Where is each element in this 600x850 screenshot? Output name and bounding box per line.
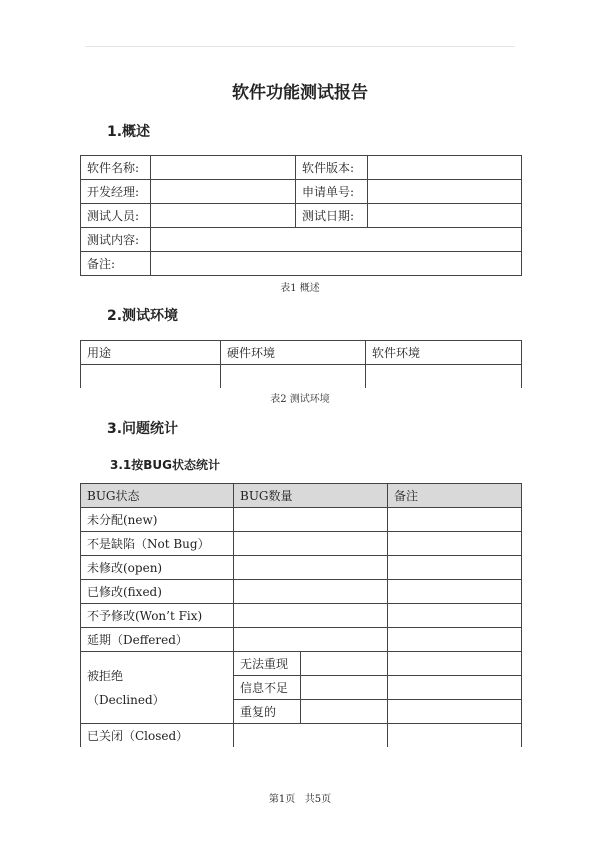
label-cell: 测试人员:	[81, 204, 151, 228]
status-cell: 未修改(open)	[81, 556, 234, 580]
page-title: 软件功能测试报告	[232, 83, 368, 103]
note-cell[interactable]	[388, 556, 522, 580]
note-cell[interactable]	[388, 508, 522, 532]
count-cell[interactable]	[234, 604, 388, 628]
value-cell[interactable]	[151, 204, 296, 228]
note-cell[interactable]	[388, 652, 522, 676]
table-row	[81, 604, 522, 628]
label-cell: 开发经理:	[81, 180, 151, 204]
subsection-heading: 3.1按BUG状态统计	[110, 458, 220, 472]
note-cell[interactable]	[388, 628, 522, 652]
note-cell[interactable]	[388, 676, 522, 700]
bug-status-table	[80, 483, 522, 747]
overview-table	[80, 155, 522, 276]
sub-status-cell: 无法重现	[234, 652, 301, 676]
section-environment-heading: 2.测试环境	[107, 308, 179, 324]
value-cell[interactable]	[151, 252, 522, 276]
table-row	[81, 228, 522, 252]
table-row	[81, 532, 522, 556]
value-cell[interactable]	[366, 365, 522, 389]
table-row	[81, 365, 522, 389]
label-cell: 软件版本:	[296, 156, 368, 180]
label-cell: 申请单号:	[296, 180, 368, 204]
count-cell[interactable]	[234, 724, 388, 748]
declined-label-en: （Declined）	[87, 692, 165, 707]
section-overview-heading: 1.概述	[107, 124, 151, 140]
header-cell: 用途	[81, 341, 221, 365]
section-stats-heading: 3.问题统计	[107, 421, 179, 437]
table-row	[81, 724, 522, 748]
table-row	[81, 204, 522, 228]
value-cell[interactable]	[81, 365, 221, 389]
table-row	[81, 580, 522, 604]
environment-table	[80, 340, 522, 388]
count-cell[interactable]	[301, 700, 388, 724]
header-divider	[85, 46, 515, 47]
header-cell: 硬件环境	[221, 341, 366, 365]
sub-status-cell: 信息不足	[234, 676, 301, 700]
label-cell: 测试日期:	[296, 204, 368, 228]
table-row	[81, 508, 522, 532]
note-cell[interactable]	[388, 532, 522, 556]
status-cell: 已修改(fixed)	[81, 580, 234, 604]
count-cell[interactable]	[301, 652, 388, 676]
value-cell[interactable]	[368, 156, 522, 180]
status-cell: 已关闭（Closed）	[81, 724, 234, 748]
value-cell[interactable]	[151, 180, 296, 204]
note-cell[interactable]	[388, 700, 522, 724]
table-row	[81, 180, 522, 204]
page-footer: 第1页 共5页	[268, 794, 332, 805]
declined-label: 被拒绝	[87, 668, 124, 683]
header-cell: 备注	[388, 484, 522, 508]
sub-status-cell: 重复的	[234, 700, 301, 724]
declined-status-cell	[81, 652, 234, 724]
note-cell[interactable]	[388, 724, 522, 748]
count-cell[interactable]	[301, 676, 388, 700]
header-cell: BUG数量	[234, 484, 388, 508]
table-row	[81, 556, 522, 580]
table-row	[81, 252, 522, 276]
table-caption: 表1 概述	[280, 283, 320, 294]
table-caption: 表2 测试环境	[270, 394, 330, 405]
count-cell[interactable]	[234, 508, 388, 532]
count-cell[interactable]	[234, 532, 388, 556]
value-cell[interactable]	[151, 228, 522, 252]
status-cell: 延期（Deffered）	[81, 628, 234, 652]
header-cell: BUG状态	[81, 484, 234, 508]
table-header-row	[81, 484, 522, 508]
label-cell: 测试内容:	[81, 228, 151, 252]
value-cell[interactable]	[368, 180, 522, 204]
header-cell: 软件环境	[366, 341, 522, 365]
note-cell[interactable]	[388, 580, 522, 604]
status-cell: 不是缺陷（Not Bug）	[81, 532, 234, 556]
note-cell[interactable]	[388, 604, 522, 628]
count-cell[interactable]	[234, 628, 388, 652]
status-cell: 未分配(new)	[81, 508, 234, 532]
value-cell[interactable]	[151, 156, 296, 180]
status-cell: 不予修改(Won’t Fix)	[81, 604, 234, 628]
table-header-row	[81, 341, 522, 365]
count-cell[interactable]	[234, 556, 388, 580]
value-cell[interactable]	[368, 204, 522, 228]
label-cell: 备注:	[81, 252, 151, 276]
table-row	[81, 652, 522, 676]
table-row	[81, 628, 522, 652]
value-cell[interactable]	[221, 365, 366, 389]
label-cell: 软件名称:	[81, 156, 151, 180]
table-row	[81, 156, 522, 180]
count-cell[interactable]	[234, 580, 388, 604]
